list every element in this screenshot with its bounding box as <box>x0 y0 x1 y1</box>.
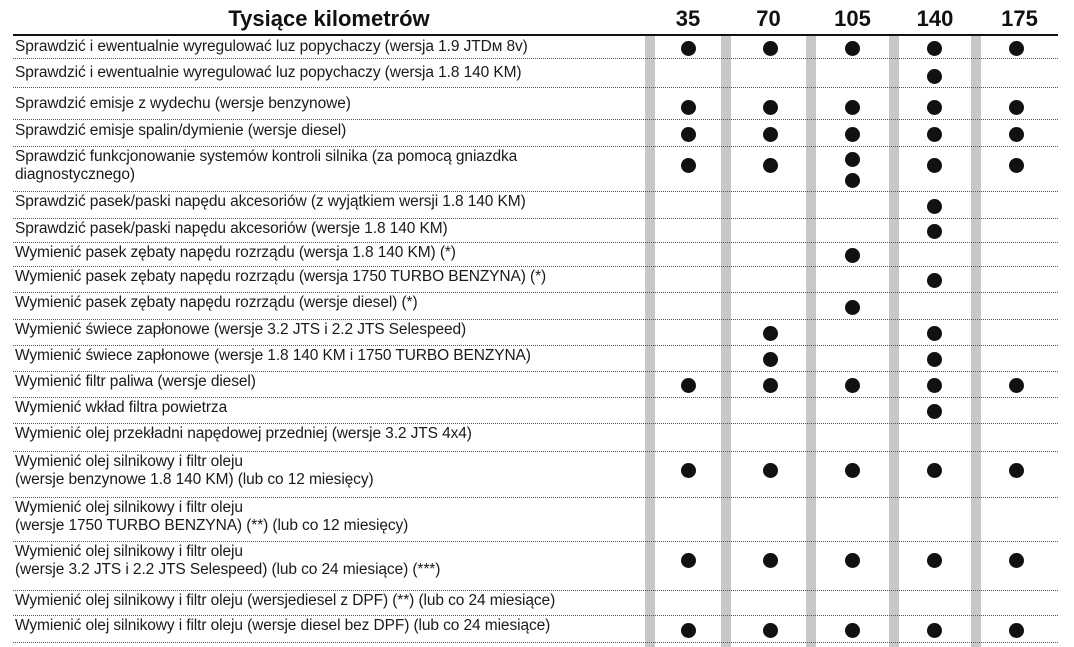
interval-dot <box>1009 127 1024 142</box>
interval-dot <box>927 127 942 142</box>
table-row <box>13 219 1058 243</box>
table-row <box>13 542 1058 591</box>
interval-dot <box>927 463 942 478</box>
interval-dot <box>927 352 942 367</box>
interval-dot <box>845 100 860 115</box>
interval-dot <box>763 553 778 568</box>
row-description: Wymienić świece zapłonowe (wersje 3.2 JTS i 2.2 JTS Selespeed) <box>15 321 467 338</box>
interval-dot <box>1009 41 1024 56</box>
table-row <box>13 498 1058 542</box>
table-row <box>13 616 1058 643</box>
interval-dot <box>927 326 942 341</box>
interval-dot <box>845 248 860 263</box>
km-column-header: 70 <box>756 6 781 31</box>
row-description: Wymienić olej silnikowy i filtr oleju (wersjediesel z DPF) (**) (lub co 24 miesiące) <box>15 592 556 609</box>
row-description: Wymienić pasek zębaty napędu rozrządu (wersja 1750 TURBO BENZYNA) (*) <box>15 268 547 285</box>
interval-dot <box>1009 623 1024 638</box>
interval-dot <box>845 173 860 188</box>
row-description: Wymienić olej silnikowy i filtr oleju (wersje 1750 TURBO BENZYNA) (**) (lub co 12 miesięcy) <box>15 499 409 534</box>
table-row <box>13 243 1058 267</box>
interval-dot <box>763 127 778 142</box>
row-description: Sprawdzić funkcjonowanie systemów kontroli silnika (za pomocą gniazdka diagnostycznego) <box>15 148 518 183</box>
table-row <box>13 147 1058 192</box>
row-description: Sprawdzić i ewentualnie wyregulować luz popychaczy (wersja 1.8 140 KM) <box>15 64 522 81</box>
interval-dot <box>681 623 696 638</box>
row-description: Sprawdzić emisje spalin/dymienie (wersje diesel) <box>15 122 347 139</box>
table-row <box>13 63 1058 88</box>
table-row <box>13 94 1058 120</box>
table-row <box>13 452 1058 498</box>
interval-dot <box>927 623 942 638</box>
table-row <box>13 372 1058 398</box>
interval-dot <box>927 158 942 173</box>
interval-dot <box>927 404 942 419</box>
row-description: Sprawdzić i ewentualnie wyregulować luz popychaczy (wersja 1.9 JTDм 8v) <box>15 38 528 55</box>
table-row <box>13 267 1058 293</box>
row-description: Sprawdzić pasek/paski napędu akcesoriów (z wyjątkiem wersji 1.8 140 KM) <box>15 193 526 210</box>
table-row <box>13 398 1058 424</box>
row-description: Sprawdzić pasek/paski napędu akcesoriów (wersje 1.8 140 KM) <box>15 220 448 237</box>
interval-dot <box>763 326 778 341</box>
km-column-header: 105 <box>834 6 871 31</box>
row-description: Wymienić pasek zębaty napędu rozrządu (wersja 1.8 140 KM) (*) <box>15 244 456 261</box>
table-row <box>13 121 1058 147</box>
row-description: Wymienić świece zapłonowe (wersje 1.8 140 KM i 1750 TURBO BENZYNA) <box>15 347 531 364</box>
interval-dot <box>927 199 942 214</box>
interval-dot <box>763 623 778 638</box>
interval-dot <box>681 553 696 568</box>
row-description: Sprawdzić emisje z wydechu (wersje benzynowe) <box>15 95 351 112</box>
interval-dot <box>681 463 696 478</box>
row-description: Wymienić olej silnikowy i filtr oleju (wersje 3.2 JTS i 2.2 JTS Selespeed) (lub co 24 miesiące) (***) <box>15 543 441 578</box>
km-column-header: 175 <box>1001 6 1038 31</box>
interval-dot <box>681 41 696 56</box>
interval-dot <box>845 553 860 568</box>
row-description: Wymienić filtr paliwa (wersje diesel) <box>15 373 256 390</box>
interval-dot <box>1009 553 1024 568</box>
table-row <box>13 192 1058 219</box>
km-column-header: 140 <box>916 6 954 31</box>
table-row <box>13 293 1058 320</box>
interval-dot <box>927 273 942 288</box>
interval-dot <box>845 623 860 638</box>
interval-dot <box>845 463 860 478</box>
km-column-header: 35 <box>675 6 701 31</box>
interval-dot <box>845 152 860 167</box>
interval-dot <box>927 224 942 239</box>
interval-dot <box>763 378 778 393</box>
table-row <box>13 591 1058 616</box>
table-row <box>13 320 1058 346</box>
interval-dot <box>845 41 860 56</box>
interval-dot <box>845 300 860 315</box>
interval-dot <box>845 127 860 142</box>
interval-dot <box>763 352 778 367</box>
header-rule <box>13 34 1058 36</box>
interval-dot <box>763 100 778 115</box>
row-description: Wymienić wkład filtra powietrza <box>15 399 228 416</box>
interval-dot <box>927 69 942 84</box>
table-row <box>13 37 1058 59</box>
row-description: Wymienić olej przekładni napędowej przedniej (wersje 3.2 JTS 4x4) <box>15 425 472 442</box>
interval-dot <box>1009 463 1024 478</box>
interval-dot <box>927 553 942 568</box>
interval-dot <box>1009 158 1024 173</box>
header-title: Tysiące kilometrów <box>228 6 430 31</box>
table-row <box>13 346 1058 372</box>
interval-dot <box>1009 378 1024 393</box>
interval-dot <box>1009 100 1024 115</box>
interval-dot <box>845 378 860 393</box>
interval-dot <box>763 158 778 173</box>
table-row <box>13 424 1058 452</box>
interval-dot <box>681 100 696 115</box>
interval-dot <box>681 127 696 142</box>
interval-dot <box>927 378 942 393</box>
interval-dot <box>681 158 696 173</box>
interval-dot <box>927 41 942 56</box>
interval-dot <box>927 100 942 115</box>
interval-dot <box>681 378 696 393</box>
row-description: Wymienić pasek zębaty napędu rozrządu (wersje diesel) (*) <box>15 294 418 311</box>
row-description: Wymienić olej silnikowy i filtr oleju (wersje diesel bez DPF) (lub co 24 miesiące) <box>15 617 551 634</box>
row-description: Wymienić olej silnikowy i filtr oleju (wersje benzynowe 1.8 140 KM) (lub co 12 miesięcy) <box>15 453 374 488</box>
interval-dot <box>763 463 778 478</box>
interval-dot <box>763 41 778 56</box>
